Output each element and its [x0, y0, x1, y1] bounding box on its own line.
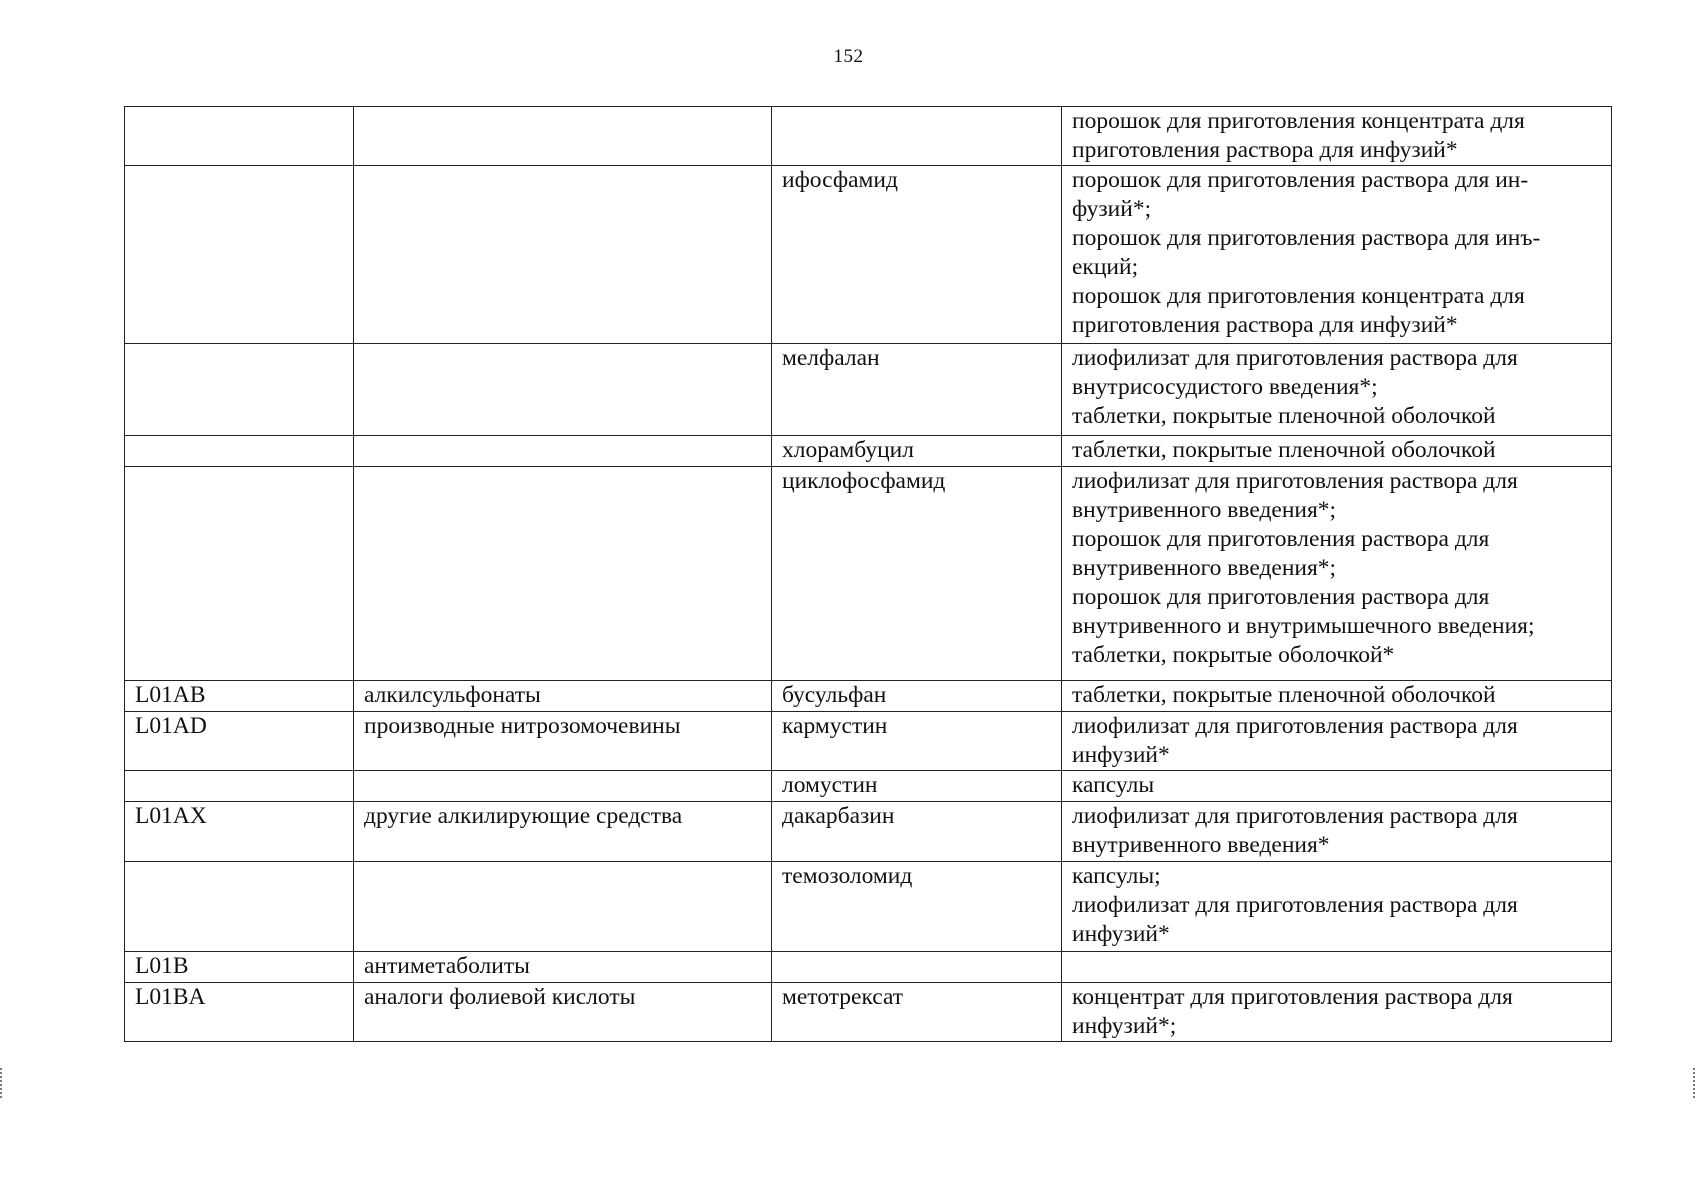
drug-name-cell: ломустин [772, 771, 1062, 802]
dosage-form: таблетки, покрытые оболочкой* [1072, 642, 1395, 668]
table-row [125, 467, 1612, 681]
dosage-form: таблетки, покрытые пленочной оболочкой [1072, 437, 1496, 463]
dosage-forms-cell [1062, 436, 1612, 467]
atc-code-cell [125, 166, 354, 344]
dosage-forms-cell [1062, 467, 1612, 681]
group-name-cell: алкилсульфонаты [354, 681, 772, 712]
drug-name-cell: мелфалан [772, 344, 1062, 436]
dosage-form: порошок для приготовления концентрата для приготовления раствора для инфузий* [1072, 283, 1525, 338]
dosage-form: лиофилизат для приготовления раствора для внутривенного введения* [1072, 803, 1518, 858]
dosage-form: лиофилизат для приготовления раствора для инфузий* [1072, 892, 1518, 947]
drug-name-cell: метотрексат [772, 983, 1062, 1042]
dosage-form: порошок для приготовления концентрата для приготовления раствора для инфузий* [1072, 108, 1525, 163]
dosage-form: капсулы [1072, 772, 1155, 798]
dosage-form: капсулы; [1072, 863, 1161, 889]
drug-name-cell: циклофосфамид [772, 467, 1062, 681]
atc-code-cell: L01BA [125, 983, 354, 1042]
dosage-forms-cell [1062, 802, 1612, 862]
drug-name-cell: дакарбазин [772, 802, 1062, 862]
table-body [125, 107, 1612, 1042]
drug-name-cell: кармустин [772, 712, 1062, 771]
table-row [125, 436, 1612, 467]
table-row [125, 802, 1612, 862]
drug-name-cell: темозоломид [772, 862, 1062, 952]
group-name-cell: другие алкилирующие средства [354, 802, 772, 862]
group-name-cell [354, 467, 772, 681]
dosage-forms-cell [1062, 344, 1612, 436]
table-row [125, 983, 1612, 1042]
table-row [125, 952, 1612, 983]
dosage-forms-cell [1062, 107, 1612, 166]
dosage-forms-cell [1062, 983, 1612, 1042]
group-name-cell [354, 436, 772, 467]
group-name-cell [354, 771, 772, 802]
table-row [125, 166, 1612, 344]
atc-code-cell: L01AD [125, 712, 354, 771]
atc-code-cell [125, 771, 354, 802]
atc-code-cell: L01AB [125, 681, 354, 712]
dosage-form: таблетки, покрытые пленочной оболочкой [1072, 682, 1496, 708]
table-row [125, 712, 1612, 771]
drug-name-cell: бусульфан [772, 681, 1062, 712]
page-edge-mark-left [0, 1068, 4, 1098]
dosage-forms-cell [1062, 712, 1612, 771]
group-name-cell: аналоги фолиевой кислоты [354, 983, 772, 1042]
dosage-form: лиофилизат для приготовления раствора для инфузий* [1072, 713, 1518, 768]
atc-code-cell: L01AX [125, 802, 354, 862]
group-name-cell [354, 166, 772, 344]
atc-code-cell [125, 467, 354, 681]
drug-name-cell: хлорамбуцил [772, 436, 1062, 467]
atc-code-cell [125, 436, 354, 467]
atc-code-cell [125, 862, 354, 952]
dosage-forms-cell [1062, 952, 1612, 983]
table-row [125, 107, 1612, 166]
dosage-forms-cell [1062, 771, 1612, 802]
dosage-forms-cell [1062, 862, 1612, 952]
atc-code-cell [125, 344, 354, 436]
dosage-form: порошок для приготовления раствора для ин- фузий*; [1072, 167, 1529, 222]
group-name-cell: производные нитрозомочевины [354, 712, 772, 771]
group-name-cell [354, 862, 772, 952]
table-row [125, 771, 1612, 802]
dosage-form: таблетки, покрытые пленочной оболочкой [1072, 403, 1496, 429]
dosage-form: лиофилизат для приготовления раствора для внутрисосудистого введения*; [1072, 345, 1518, 400]
dosage-form: порошок для приготовления раствора для внутривенного введения*; [1072, 526, 1490, 581]
dosage-forms-cell [1062, 681, 1612, 712]
table-row [125, 862, 1612, 952]
atc-code-cell: L01B [125, 952, 354, 983]
drug-name-cell [772, 952, 1062, 983]
page-edge-mark-right [1693, 1068, 1697, 1098]
table-row [125, 344, 1612, 436]
group-name-cell [354, 344, 772, 436]
dosage-form: порошок для приготовления раствора для инъ- екций; [1072, 225, 1541, 280]
drug-name-cell [772, 107, 1062, 166]
page-number: 152 [833, 46, 864, 67]
atc-code-cell [125, 107, 354, 166]
dosage-form: порошок для приготовления раствора для внутривенного и внутримышечного введения; [1072, 584, 1535, 639]
dosage-form: лиофилизат для приготовления раствора для внутривенного введения*; [1072, 468, 1518, 523]
table-row [125, 681, 1612, 712]
group-name-cell: антиметаболиты [354, 952, 772, 983]
group-name-cell [354, 107, 772, 166]
dosage-form: концентрат для приготовления раствора для инфузий*; [1072, 984, 1513, 1039]
medication-table [124, 106, 1612, 1042]
dosage-forms-cell [1062, 166, 1612, 344]
drug-name-cell: ифосфамид [772, 166, 1062, 344]
